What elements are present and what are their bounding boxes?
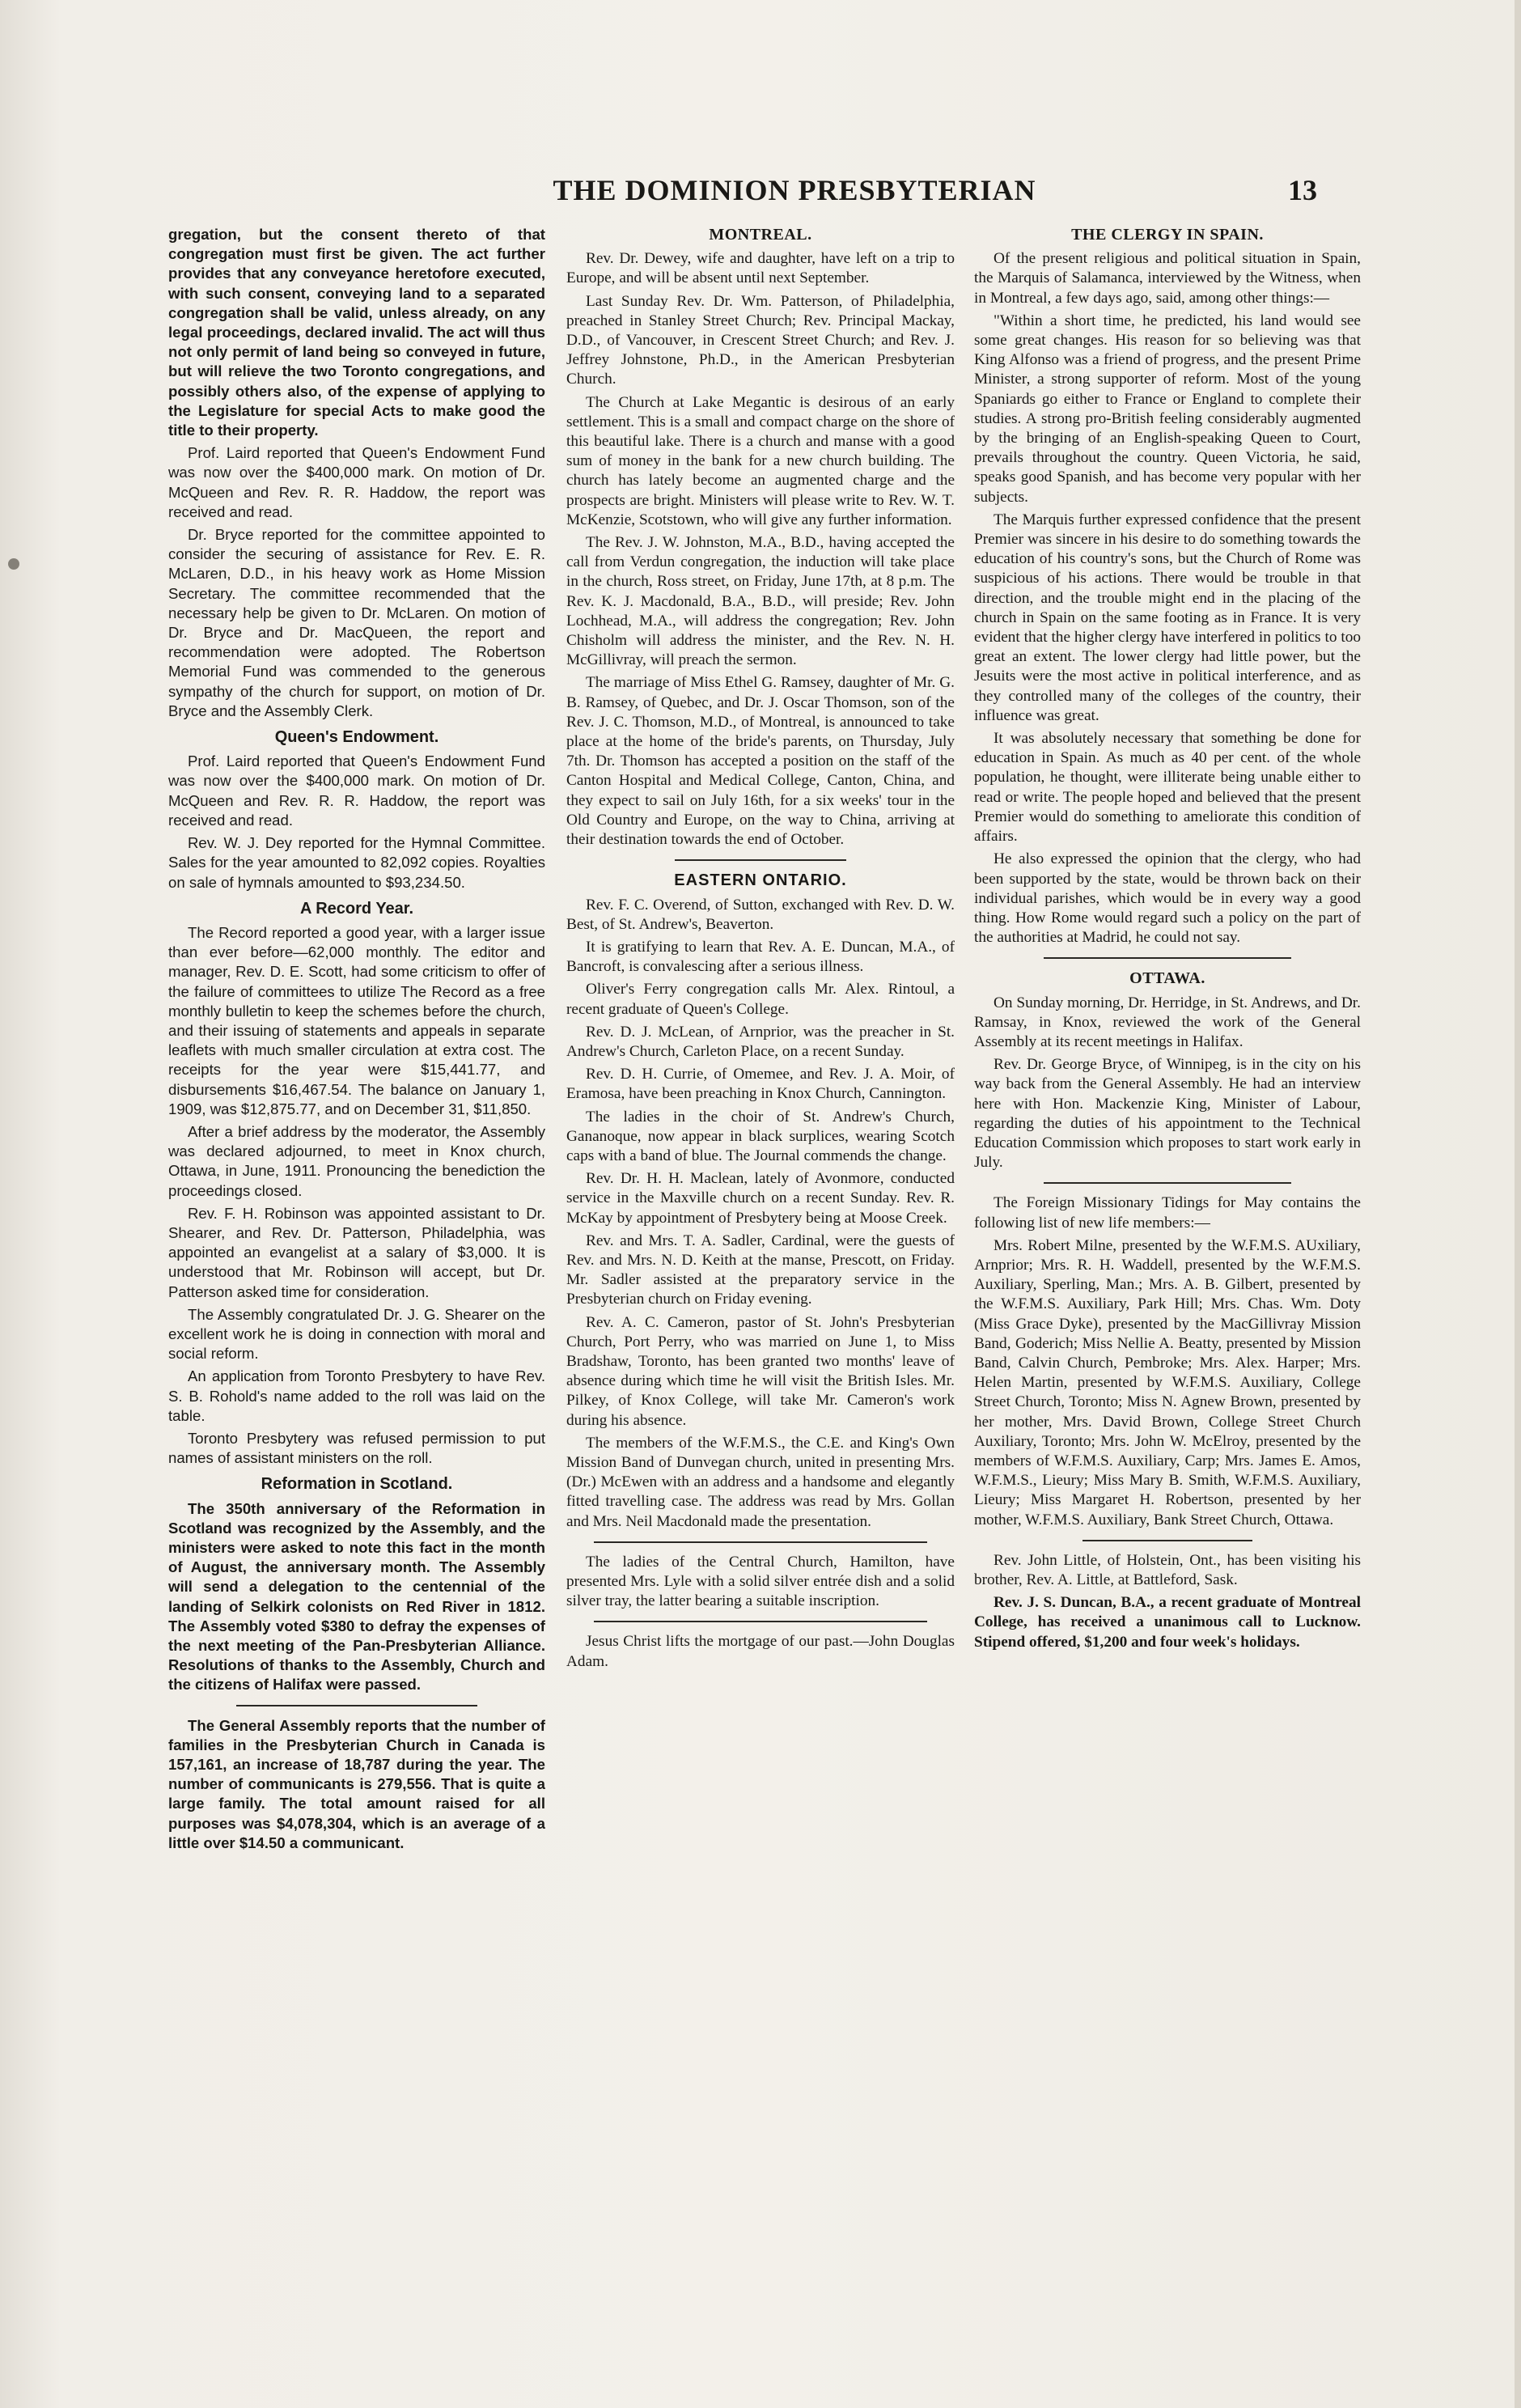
article-paragraph: The 350th anniversary of the Reformation in Scotland was recognized by the Assembly, and the ministers were asked to note this fact in the month of August, the anniversary month. The Assembly will send a delegation to the centennial of the landing of Selkirk colonists on Red River in 1812. The Assembly voted $380 to defray the expenses of the next meeting of the Pan-Presbyterian Alliance. Resolutions of thanks to the Assembly, Church and the citizens of Halifax were passed. <box>168 1499 545 1694</box>
masthead-title: THE DOMINION PRESBYTERIAN <box>553 174 1036 206</box>
article-paragraph: Rev. F. C. Overend, of Sutton, exchanged with Rev. D. W. Best, of St. Andrew's, Beaverton. <box>566 896 955 933</box>
article-paragraph: It is gratifying to learn that Rev. A. E. Duncan, M.A., of Bancroft, is convalescing after a serious illness. <box>566 938 955 976</box>
section-heading-ottawa: OTTAWA. <box>1129 969 1205 988</box>
article-paragraph: Oliver's Ferry congregation calls Mr. Alex. Rintoul, a recent graduate of Queen's College. <box>566 981 955 1018</box>
column-right <box>974 225 1361 2335</box>
article-paragraph: Of the present religious and political situation in Spain, the Marquis of Salamanca, interviewed by the Witness, when in Montreal, a few days ago, said, among other things:— <box>974 250 1361 307</box>
divider-rule <box>236 1705 477 1706</box>
article-paragraph: The Church at Lake Megantic is desirous of an early settlement. This is a small and compact charge on the shore of this beautiful lake. There is a church and manse with a good sum of money in the bank for a new church building. The church has lately become an augmented charge and the prospects are bright. Ministers will please write to Rev. W. T. McKenzie, Scotstown, who will give any further information. <box>566 393 955 528</box>
section-heading-montreal: MONTREAL. <box>709 226 812 244</box>
column-middle <box>566 225 955 2335</box>
article-paragraph: Rev. A. C. Cameron, pastor of St. John's Presbyterian Church, Port Perry, who was married on June 1, to Miss Bradshaw, Toronto, has been granted two months' leave of absence during which time he will visit the British Isles. Mr. Pilkey, of Knox College, will take Mr. Cameron's work during his absence. <box>566 1313 955 1429</box>
section-heading: A Record Year. <box>299 899 414 918</box>
page-header <box>0 173 1521 222</box>
article-paragraph: The Record reported a good year, with a larger issue than ever before—62,000 monthly. The editor and manager, Rev. D. E. Scott, had some criticism to offer of the failure of committees to utilize The Record as a free monthly bulletin to keep the schemes before the church, and their issuing of statements and appeals in separate leaflets with much smaller circulation at extra cost. The receipts for the year were $15,441.77, and disbursements $16,467.54. The balance on January 1, 1909, was $12,875.77, and on December 31, $11,850. <box>168 923 545 1117</box>
divider-rule <box>1082 1540 1252 1541</box>
article-paragraph: Rev. F. H. Robinson was appointed assistant to Dr. Shearer, and Rev. Dr. Patterson, Philadelphia, was appointed an evangelist at a salary of $3,000. It is understood that Mr. Robinson will accept, but Dr. Patterson asked time for consideration. <box>168 1204 545 1300</box>
article-paragraph: The ladies of the Central Church, Hamilton, have presented Mrs. Lyle with a solid silver entrée dish and a solid silver tray, the latter bearing a suitable inscription. <box>566 1553 955 1610</box>
article-paragraph: gregation, but the consent thereto of that congregation must first be given. The act further provides that any conveyance heretofore executed, with such consent, conveying land to a separated congregation shall be valid, unless already, on any legal proceedings, declared invalid. The act will thus not only permit of land being so conveyed in future, but will relieve the two Toronto congregations, and possibly others also, of the expense of applying to the Legislature for special Acts to make good the title to their property. <box>168 226 545 439</box>
divider-rule <box>1044 957 1291 959</box>
article-paragraph: After a brief address by the moderator, the Assembly was declared adjourned, to meet in Knox church, Ottawa, in June, 1911. Pronouncing the benediction the proceedings closed. <box>168 1122 545 1199</box>
article-paragraph: Rev. D. H. Currie, of Omemee, and Rev. J. A. Moir, of Eramosa, have been preaching in Knox Church, Cannington. <box>566 1066 955 1103</box>
article-paragraph: Rev. D. J. McLean, of Arnprior, was the preacher in St. Andrew's Church, Carleton Place, on a recent Sunday. <box>566 1023 955 1060</box>
ink-blot <box>8 558 19 570</box>
section-heading: Queen's Endowment. <box>274 728 439 747</box>
article-paragraph: The Marquis further expressed confidence that the present Premier was sincere in his desire to do something towards the education of his country's sons, but the Church of Rome was suspicious of his actions. There would be trouble in that direction, and the trouble might end in the placing of the church in Spain on the same footing as in France. It is very evident that the higher clergy have interfered in politics to too great an extent. The lower clergy had little power, but the Jesuits were the most active in political interference, and as they controlled many of the colleges of the country, their influence was great. <box>974 511 1361 724</box>
article-paragraph: Rev. John Little, of Holstein, Ont., has been visiting his brother, Rev. A. Little, at Battleford, Sask. <box>974 1551 1361 1588</box>
page-number: 13 <box>1288 174 1317 206</box>
article-paragraph: Rev. Dr. Dewey, wife and daughter, have left on a trip to Europe, and will be absent until next September. <box>566 250 955 287</box>
divider-rule <box>675 859 845 861</box>
article-paragraph: Rev. J. S. Duncan, B.A., a recent graduate of Montreal College, has received a unanimous call to Lucknow. Stipend offered, $1,200 and four week's holidays. <box>974 1594 1361 1651</box>
article-paragraph: The General Assembly reports that the number of families in the Presbyterian Church in Canada is 157,161, an increase of 18,787 during the year. The number of communicants is 279,556. That is quite a large family. The total amount raised for all purposes was $4,078,304, which is an average of a little over $14.50 a communicant. <box>168 1716 545 1851</box>
divider-rule <box>594 1541 928 1543</box>
section-heading: Reformation in Scotland. <box>261 1475 453 1494</box>
article-paragraph: An application from Toronto Presbytery to have Rev. S. B. Rohold's name added to the roll was laid on the table. <box>168 1367 545 1424</box>
article-paragraph: Dr. Bryce reported for the committee appointed to consider the securing of assistance for Rev. E. R. McLaren, D.D., in his heavy work as Home Mission Secretary. The committee recommended that the necessary help be given to Dr. McLaren. On motion of Dr. Bryce and Dr. MacQueen, the report and recommendation were adopted. The Robertson Memorial Fund was commended to the generous sympathy of the church for support, on motion of Dr. Bryce and the Assembly Clerk. <box>168 526 545 719</box>
article-paragraph: Rev. and Mrs. T. A. Sadler, Cardinal, were the guests of Rev. and Mrs. N. D. Keith at the manse, Prescott, on Friday. Mr. Sadler assisted at the preparatory service in the Presbyterian church on Friday evening. <box>566 1232 955 1308</box>
divider-rule <box>1044 1182 1291 1184</box>
article-paragraph: The Rev. J. W. Johnston, M.A., B.D., having accepted the call from Verdun congregation, the induction will take place in the church, Ross street, on Friday, June 17th, at 8 p.m. The Rev. K. J. Macdonald, B.A., B.D., will preside; Rev. John Lochhead, M.A., will address the congregation; Rev. John Chisholm will address the minister, and the Rev. N. H. McGillivray, will preach the sermon. <box>566 534 955 669</box>
quotation: Jesus Christ lifts the mortgage of our past.—John Douglas Adam. <box>566 1633 955 1670</box>
article-paragraph: "Within a short time, he predicted, his land would see some great changes. His reason for so believing was that King Alfonso was a friend of progress, and the present Prime Minister, a strong supporter of reform. Most of the young Spaniards go either to France or England to complete their studies. A strong pro-British feeling considerably augmented by the bringing of an English-speaking Queen to Court, prevails throughout the country. Queen Victoria, he said, speaks good Spanish, and has become very popular with her subjects. <box>974 312 1361 506</box>
article-paragraph: Mrs. Robert Milne, presented by the W.F.M.S. AUxiliary, Arnprior; Mrs. R. H. Waddell, presented by the W.F.M.S. Auxiliary, Sperling, Man.; Mrs. A. B. Gilbert, presented by the W.F.M.S. Auxiliary, Park Hill; Mrs. Chas. Wm. Doty (Miss Grace Dyke), presented by the MacGillivray Mission Band, Goderich; Miss Nellie A. Beatty, presented by Mission Band, Calvin Church, Pembroke; Mrs. Alex. Harper; Mrs. Helen Martin, presented by W.F.M.S. Auxiliary, College Street Church, Toronto; Miss N. Agnew Brown, presented by her mother, Mrs. David Brown, College Street Church Auxiliary, Toronto; Mrs. John W. McElroy, presented by the members of W.F.M.S. Auxiliary, Carp; Mrs. James E. Amos, W.F.M.S., Lieury; Miss Mary B. Smith, W.F.M.S. Auxiliary, Lieury; Miss Margaret H. Robertson, presented by her mother, W.F.M.S. Auxiliary, Bank Street Church, Ottawa. <box>974 1236 1361 1528</box>
article-paragraph: The members of the W.F.M.S., the C.E. and King's Own Mission Band of Dunvegan church, united in presenting Mrs. (Dr.) McEwen with an address and a handsome and elegantly fitted travelling case. The address was read by Mrs. Gollan and Mrs. Neil Macdonald made the presentation. <box>566 1434 955 1530</box>
article-paragraph: He also expressed the opinion that the clergy, who had been supported by the state, would be thrown back on their individual parishes, which would be in every way a good thing. How Rome would regard such a policy on the part of the authorities at Madrid, he could not say. <box>974 850 1361 947</box>
article-paragraph: Rev. Dr. H. H. Maclean, lately of Avonmore, conducted service in the Maxville church on a recent Sunday. Rev. R. McKay by appointment of Presbytery being at Moose Creek. <box>566 1170 955 1227</box>
section-heading-eastern-ontario: EASTERN ONTARIO. <box>674 871 847 890</box>
article-paragraph: The Assembly congratulated Dr. J. G. Shearer on the excellent work he is doing in connection with moral and social reform. <box>168 1305 545 1363</box>
article-paragraph: Rev. W. J. Dey reported for the Hymnal Committee. Sales for the year amounted to 82,092 copies. Royalties on sale of hymnals amounted to $93,234.50. <box>168 834 545 891</box>
article-paragraph: The ladies in the choir of St. Andrew's Church, Gananoque, now appear in black surplices, wearing Scotch caps with a band of blue. The Journal commends the change. <box>566 1108 955 1164</box>
article-paragraph: Toronto Presbytery was refused permission to put names of assistant ministers on the roll. <box>168 1429 545 1467</box>
page-edge-shadow <box>1515 0 1521 2408</box>
column-left <box>168 225 545 2335</box>
article-paragraph: Prof. Laird reported that Queen's Endowment Fund was now over the $400,000 mark. On motion of Dr. McQueen and Rev. R. R. Haddow, the report was received and read. <box>168 444 545 520</box>
divider-rule <box>594 1621 928 1622</box>
article-paragraph: On Sunday morning, Dr. Herridge, in St. Andrews, and Dr. Ramsay, in Knox, reviewed the work of the General Assembly at its recent meetings in Halifax. <box>974 994 1361 1050</box>
section-heading-clergy-in-spain: THE CLERGY IN SPAIN. <box>1071 226 1264 244</box>
article-paragraph: The Foreign Missionary Tidings for May contains the following list of new life members:— <box>974 1194 1361 1232</box>
article-paragraph: It was absolutely necessary that something be done for education in Spain. As much as 40 per cent. of the whole population, he thought, were illiterate being unable either to read or write. The people hoped and believed that the present Premier would do something to ameliorate this condition of affairs. <box>974 730 1361 846</box>
article-paragraph: Last Sunday Rev. Dr. Wm. Patterson, of Philadelphia, preached in Stanley Street Church; Rev. Principal Mackay, D.D., of Vancouver, in Crescent Street Church; and Rev. J. Jeffrey Johnstone, Ph.D., in the American Presbyterian Church. <box>566 292 955 388</box>
article-paragraph: Rev. Dr. George Bryce, of Winnipeg, is in the city on his way back from the General Assembly. He had an interview here with Hon. Mackenzie King, Minister of Labour, regarding the duties of his appointment to the Technical Education Commission which proposes to start work early in July. <box>974 1056 1361 1172</box>
article-paragraph: Prof. Laird reported that Queen's Endowment Fund was now over the $400,000 mark. On motion of Dr. McQueen and Rev. R. R. Haddow, the report was received and read. <box>168 752 545 829</box>
article-paragraph: The marriage of Miss Ethel G. Ramsey, daughter of Mr. G. B. Ramsey, of Quebec, and Dr. J. Oscar Thomson, son of the Rev. J. C. Thomson, M.D., of Montreal, is announced to take place at the home of the bride's parents, on Thursday, July 7th. Dr. Thomson has accepted a position on the staff of the Canton Hospital and Medical College, Canton, China, and they expect to sail on July 16th, for a six weeks' tour in the Old Country and Europe, on the way to China, arriving at their destination towards the end of October. <box>566 674 955 849</box>
